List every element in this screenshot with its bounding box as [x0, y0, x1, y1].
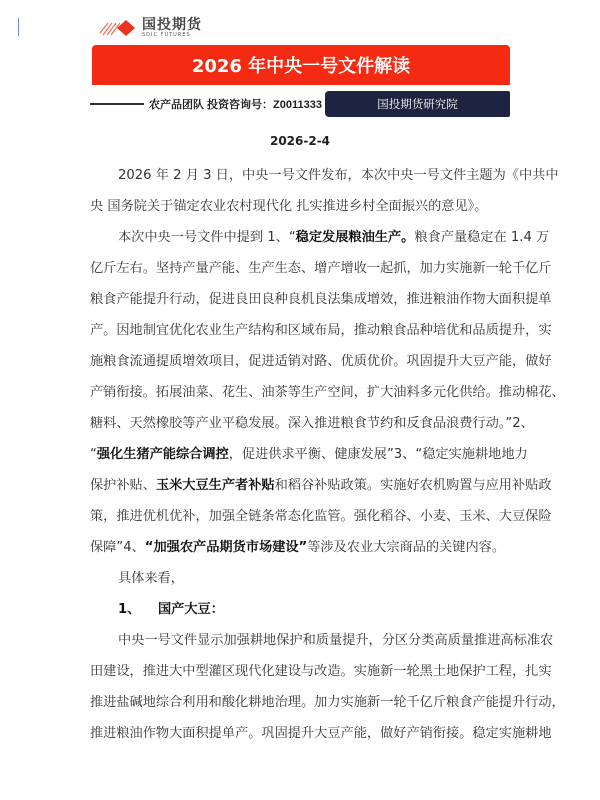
- bold-text: 强化生猪产能综合调控: [96, 447, 229, 462]
- text-line: [90, 377, 565, 408]
- text-line: [90, 315, 552, 346]
- text-line: [90, 687, 565, 718]
- section-title: 国产大豆：: [158, 602, 224, 617]
- logo-mark-icon: [98, 19, 138, 37]
- text-line: [90, 718, 552, 749]
- text-segment: 田建设，推进大中型灌区现代化建设与改造。实施新一轮黑土地保护工程，扎实: [90, 664, 552, 679]
- page-title: 2026 年中央一号文件解读: [191, 56, 411, 77]
- text-segment: 糖料、天然橡胶等产业平稳发展。深入推进粮食节约和反食品浪费行动。”2、: [90, 416, 534, 431]
- text-line: [90, 191, 512, 222]
- text-line: [90, 222, 550, 253]
- text-segment: 保护补贴、: [90, 478, 156, 493]
- text-line: [90, 253, 552, 284]
- document-body: [90, 160, 565, 749]
- text-segment: 等涉及农业大宗商品的关键内容。: [307, 540, 506, 555]
- title-banner: [92, 45, 510, 85]
- text-line: [90, 160, 559, 191]
- text-segment: 产。因地制宜优化农业生产结构和区域布局，推动粮食品种培优和品质提升，实: [90, 323, 552, 338]
- text-segment: 粮食产能提升行动，促进良田良种良机良法集成增效，推进粮油作物大面积提单: [90, 292, 552, 307]
- text-line: [90, 346, 552, 377]
- institute-badge: [325, 91, 510, 117]
- text-segment: 保障”4、: [90, 540, 145, 555]
- text-line: [90, 284, 552, 315]
- text-segment: 推进粮油作物大面积提单产。巩固提升大豆产能，做好产销衔接。稳定实施耕地: [90, 726, 552, 741]
- divider: [90, 103, 144, 105]
- text-line: [90, 439, 528, 470]
- text-segment: ，促进供求平衡、健康发展”3、“稳定实施耕地地力: [228, 447, 528, 462]
- report-date: 2026-2-4: [269, 134, 331, 148]
- text-line: [90, 656, 552, 687]
- section-heading: [90, 594, 512, 625]
- text-line: [90, 563, 512, 594]
- text-line: [90, 532, 512, 563]
- text-segment: 策，推进优机优补，加强全链条常态化监管。强化稻谷、小麦、玉米、大豆保险: [90, 509, 552, 524]
- text-line: [90, 408, 534, 439]
- text-segment: 产销衔接。拓展油菜、花生、油茶等生产空间，扩大油料多元化供给。推动棉花、: [90, 385, 565, 400]
- text-segment: 2026 年 2 月 3 日，中央一号文件发布，本次中央一号文件主题为《中共中: [118, 168, 559, 183]
- subtitle-row: [90, 94, 322, 114]
- institute-name: 国投期货研究院: [377, 97, 458, 111]
- team-info: 农产品团队 投资咨询号：Z0011333: [149, 99, 322, 111]
- text-segment: 和稻谷补贴政策。实施好农机购置与应用补贴政: [274, 478, 552, 493]
- text-segment: 亿斤左右。坚持产量产能、生产生态、增产增收一起抓，加力实施新一轮千亿斤: [90, 261, 552, 276]
- text-line: [90, 501, 552, 532]
- text-cursor: [18, 18, 19, 36]
- section-number: 1、: [118, 602, 141, 617]
- text-segment: 中央一号文件显示加强耕地保护和质量提升，分区分类高质量推进高标准农: [118, 633, 554, 648]
- bold-text: 玉米大豆生产者补贴: [155, 478, 275, 493]
- text-segment: 央 国务院关于锚定农业农村现代化 扎实推进乡村全面振兴的意见》。: [90, 199, 488, 214]
- bold-text: 稳定发展粮油生产。: [295, 230, 415, 245]
- text-line: [90, 625, 554, 656]
- logo-text-en: SDIC FUTURES: [142, 32, 191, 38]
- text-segment: 施粮食流通提质增效项目，促进适销对路、优质优价。巩固提升大豆产能，做好: [90, 354, 552, 369]
- text-segment: 推进盐碱地综合利用和酸化耕地治理。加力实施新一轮千亿斤粮食产能提升行动，: [90, 695, 565, 710]
- bold-text: “加强农产品期货市场建设”: [144, 540, 308, 555]
- logo: [98, 18, 202, 38]
- text-segment: 粮食产量稳定在 1.4 万: [414, 230, 550, 245]
- logo-text-cn: 国投期货: [142, 17, 202, 33]
- text-segment: 本次中央一号文件中提到 1、“: [118, 230, 296, 245]
- text-segment: 具体来看，: [118, 571, 184, 586]
- text-segment: “: [90, 447, 97, 462]
- text-line: [90, 470, 552, 501]
